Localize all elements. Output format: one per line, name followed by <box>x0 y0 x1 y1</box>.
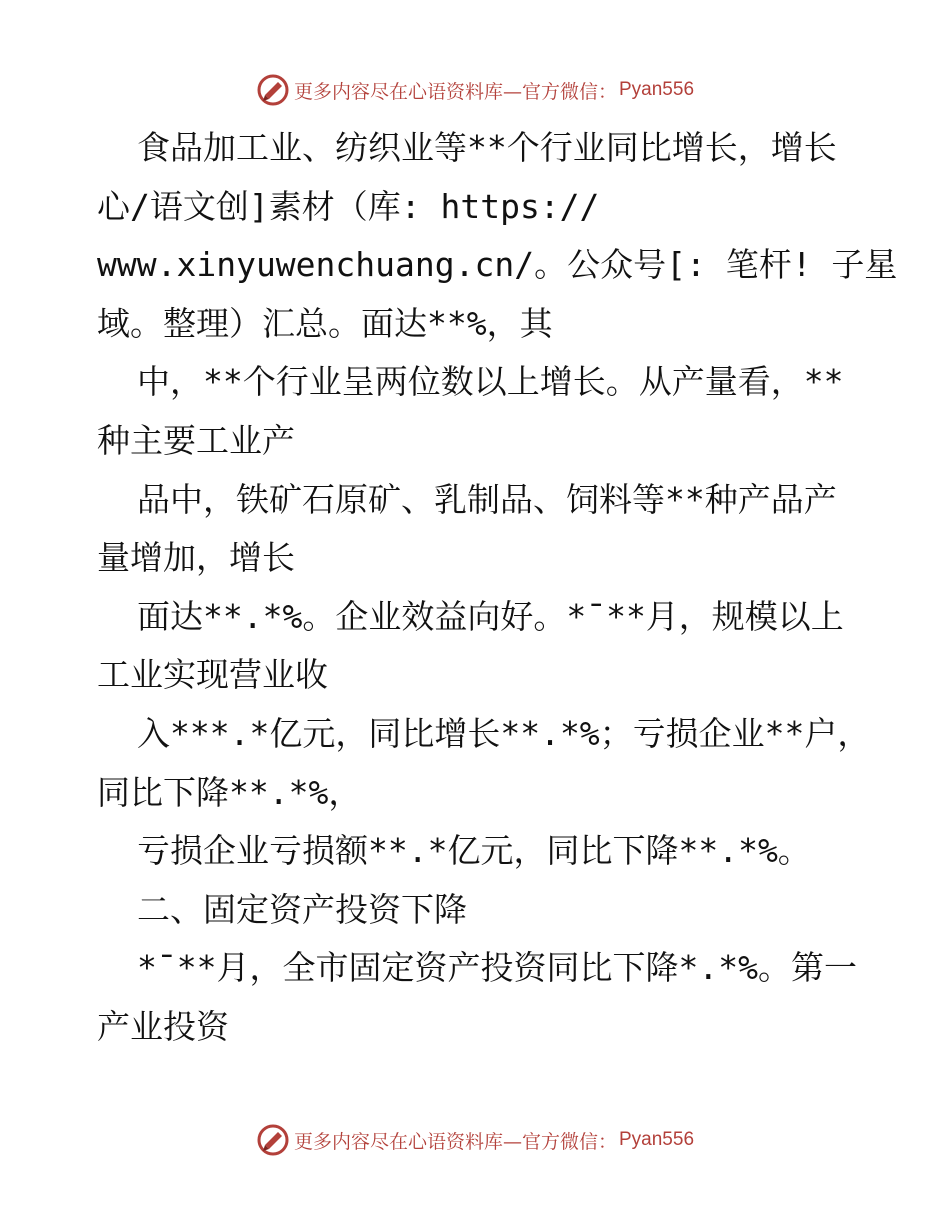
body-line: 心/语文创]素材（库: https:// <box>97 186 600 226</box>
footer-banner-wechat: Pyan556 <box>619 1129 695 1150</box>
header-banner <box>0 70 950 110</box>
body-line: 域。整理）汇总。面达**%，其 <box>97 303 553 343</box>
footer-banner-text: 更多内容尽在心语资料库—官方微信： <box>293 1130 617 1153</box>
body-line: www.xinyuwenchuang.cn/。公众号[: 笔杆! 子星 <box>97 245 898 285</box>
body-line: 同比下降**.*%， <box>97 772 362 812</box>
body-line: 种主要工业产 <box>97 420 295 460</box>
body-line: *¯**月，全市固定资产投资同比下降*.*%。第一 <box>137 948 857 988</box>
body-line: 中，**个行业呈两位数以上增长。从产量看，** <box>137 362 844 402</box>
body-line: 入***.*亿元，同比增长**.*%；亏损企业**户， <box>137 713 871 753</box>
document-body <box>97 119 898 1057</box>
body-line: 产业投资 <box>97 1006 229 1046</box>
body-line: 面达**.*%。企业效益向好。*¯**月，规模以上 <box>137 596 844 636</box>
body-line: 量增加，增长 <box>97 538 295 578</box>
footer-banner <box>0 1120 950 1160</box>
brand-logo-icon <box>256 73 290 107</box>
body-line: 亏损企业亏损额**.*亿元，同比下降**.*%。 <box>137 831 811 871</box>
body-line: 工业实现营业收 <box>97 655 328 695</box>
body-line: 品中，铁矿石原矿、乳制品、饲料等**种产品产 <box>137 479 837 519</box>
body-line: 食品加工业、纺织业等**个行业同比增长，增长 <box>137 128 837 167</box>
header-banner-wechat: Pyan556 <box>619 79 695 100</box>
brand-logo-icon <box>256 1123 290 1157</box>
header-banner-text: 更多内容尽在心语资料库—官方微信： <box>293 80 617 103</box>
section-heading: 二、固定资产投资下降 <box>137 889 467 929</box>
